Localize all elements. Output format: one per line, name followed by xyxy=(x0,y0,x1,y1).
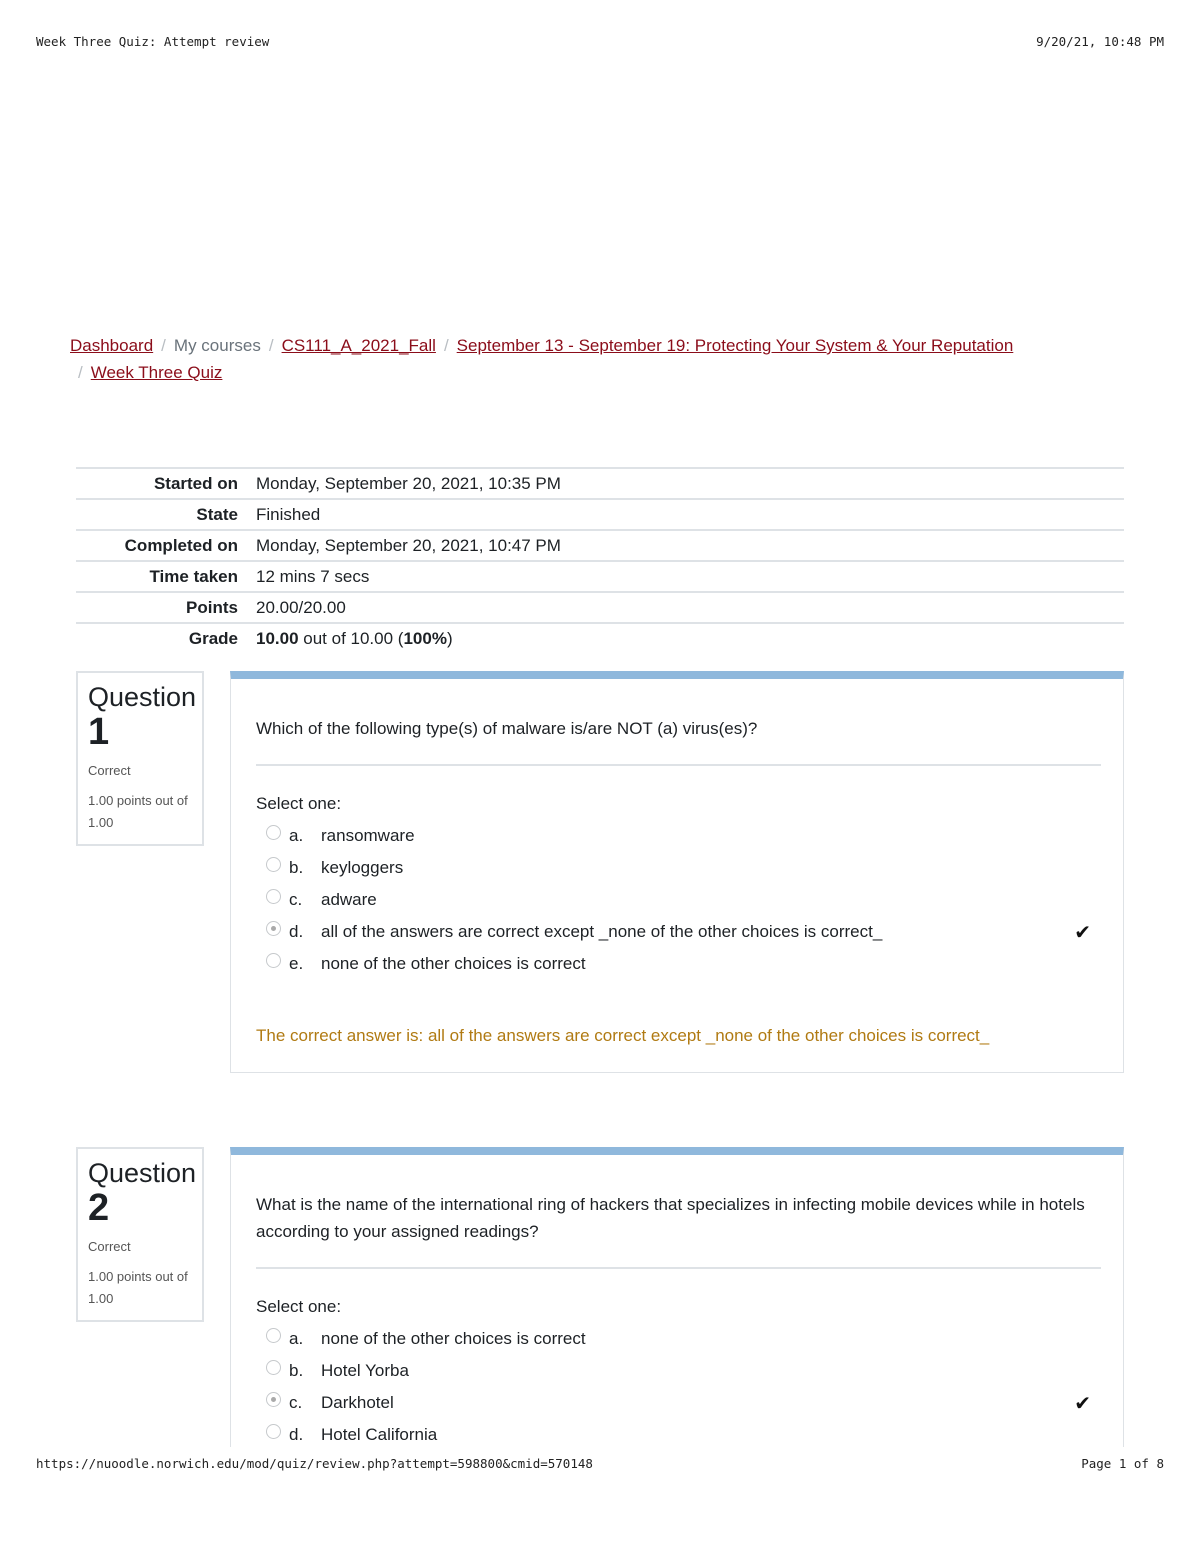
question-number: 1 xyxy=(88,711,110,753)
grade-out-of: out of 10.00 ( xyxy=(298,629,404,648)
breadcrumb-separator: / xyxy=(443,336,449,355)
answer-option xyxy=(256,852,1101,884)
summary-label: Points xyxy=(186,597,238,617)
radio-button[interactable] xyxy=(266,889,281,904)
question-word: Question xyxy=(88,1158,197,1188)
answer-text: none of the other choices is correct xyxy=(321,954,586,973)
breadcrumb-separator: / xyxy=(268,336,274,355)
answer-text: none of the other choices is correct xyxy=(321,1329,586,1348)
summary-value: Monday, September 20, 2021, 10:35 PM xyxy=(256,473,561,493)
breadcrumb-quiz[interactable]: Week Three Quiz xyxy=(90,363,223,382)
summary-row xyxy=(76,592,1124,623)
breadcrumb-course[interactable]: CS111_A_2021_Fall xyxy=(281,336,436,355)
summary-value: Monday, September 20, 2021, 10:47 PM xyxy=(256,535,561,555)
summary-label: Completed on xyxy=(124,535,238,555)
answer-option-selected xyxy=(256,1387,1101,1419)
radio-button[interactable] xyxy=(266,1424,281,1439)
print-footer-url: https://nuoodle.norwich.edu/mod/quiz/review.php?attempt=598800&cmid=570148 xyxy=(36,1456,593,1471)
summary-value: 20.00/20.00 xyxy=(256,597,346,617)
select-one-prompt: Select one: xyxy=(256,794,342,813)
summary-row xyxy=(76,499,1124,530)
question-number: 2 xyxy=(88,1187,110,1229)
checkmark-icon: ✔ xyxy=(1074,1393,1091,1415)
question-state: Correct xyxy=(88,763,131,778)
print-header-title: Week Three Quiz: Attempt review xyxy=(36,34,270,49)
answer-option xyxy=(256,820,1101,852)
radio-button[interactable] xyxy=(266,1328,281,1343)
grade-close: ) xyxy=(446,629,453,648)
answer-letter: b. xyxy=(289,858,304,877)
question-formulation xyxy=(230,671,1124,1008)
question-info xyxy=(76,1147,204,1322)
breadcrumb xyxy=(70,332,1130,386)
print-footer-page: Page 1 of 8 xyxy=(1081,1456,1164,1471)
answer-letter: d. xyxy=(289,922,304,941)
answer-option xyxy=(256,1323,1101,1355)
question-info xyxy=(76,671,204,846)
answer-list xyxy=(256,1323,1101,1451)
radio-button[interactable] xyxy=(266,953,281,968)
question-state: Correct xyxy=(88,1239,131,1254)
answer-text: Darkhotel xyxy=(321,1393,394,1412)
correct-answer-feedback: The correct answer is: all of the answers are correct except _none of the other choices is correct_ xyxy=(230,1008,1124,1073)
radio-button[interactable] xyxy=(266,825,281,840)
breadcrumb-section[interactable]: September 13 - September 19: Protecting Your System & Your Reputation xyxy=(456,336,1014,355)
breadcrumb-separator: / xyxy=(161,336,166,355)
breadcrumb-dashboard[interactable]: Dashboard xyxy=(70,336,154,355)
print-header-datetime: 9/20/21, 10:48 PM xyxy=(1036,34,1164,49)
grade-percent: 100% xyxy=(403,629,447,648)
answer-list xyxy=(256,820,1101,980)
summary-row xyxy=(76,468,1124,499)
answer-text: Hotel California xyxy=(321,1425,438,1444)
summary-value: Finished xyxy=(256,504,321,524)
answer-text: all of the answers are correct except _none of the other choices is correct_ xyxy=(321,922,883,941)
summary-value: 12 mins 7 secs xyxy=(256,566,370,586)
summary-label: Time taken xyxy=(149,566,238,586)
question-content xyxy=(230,1147,1124,1444)
summary-label: Started on xyxy=(153,473,238,493)
question-points: 1.00 points out of 1.00 xyxy=(88,793,188,830)
answer-option xyxy=(256,948,1101,980)
radio-button-checked[interactable] xyxy=(266,1392,281,1407)
answer-letter: b. xyxy=(289,1361,304,1380)
question-formulation xyxy=(230,1147,1124,1447)
question-text: Which of the following type(s) of malware is/are NOT (a) virus(es)? xyxy=(256,715,1101,766)
answer-letter: c. xyxy=(289,890,303,909)
grade-score: 10.00 xyxy=(256,629,299,648)
summary-row xyxy=(76,561,1124,592)
checkmark-icon: ✔ xyxy=(1074,922,1091,944)
answer-text: adware xyxy=(321,890,377,909)
answer-option xyxy=(256,1355,1101,1387)
answer-option xyxy=(256,1419,1101,1451)
grade-value xyxy=(256,623,1124,654)
question-content xyxy=(230,671,1124,1073)
question-word: Question xyxy=(88,682,197,712)
breadcrumb-my-courses: My courses xyxy=(173,336,261,355)
select-one-prompt: Select one: xyxy=(256,1297,342,1316)
question-points: 1.00 points out of 1.00 xyxy=(88,1269,188,1306)
breadcrumb-separator: / xyxy=(78,363,83,382)
answer-letter: e. xyxy=(289,954,304,973)
answer-text: keyloggers xyxy=(321,858,404,877)
answer-letter: c. xyxy=(289,1393,303,1412)
radio-button-checked[interactable] xyxy=(266,921,281,936)
answer-letter: d. xyxy=(289,1425,304,1444)
radio-button[interactable] xyxy=(266,1360,281,1375)
print-header xyxy=(36,34,1164,52)
answer-option xyxy=(256,884,1101,916)
answer-letter: a. xyxy=(289,1329,304,1348)
answer-letter: a. xyxy=(289,826,304,845)
radio-button[interactable] xyxy=(266,857,281,872)
answer-option-selected xyxy=(256,916,1101,948)
summary-row-grade xyxy=(76,623,1124,654)
summary-row xyxy=(76,530,1124,561)
answer-text: Hotel Yorba xyxy=(321,1361,409,1380)
answer-text: ransomware xyxy=(321,826,415,845)
question-text: What is the name of the international ring of hackers that specializes in infecting mobile devices while in hotels according to your assigned readings? xyxy=(256,1191,1101,1269)
print-footer xyxy=(36,1456,1164,1474)
grade-label: Grade xyxy=(188,629,238,648)
attempt-summary-table xyxy=(76,467,1124,654)
summary-label: State xyxy=(196,504,238,524)
